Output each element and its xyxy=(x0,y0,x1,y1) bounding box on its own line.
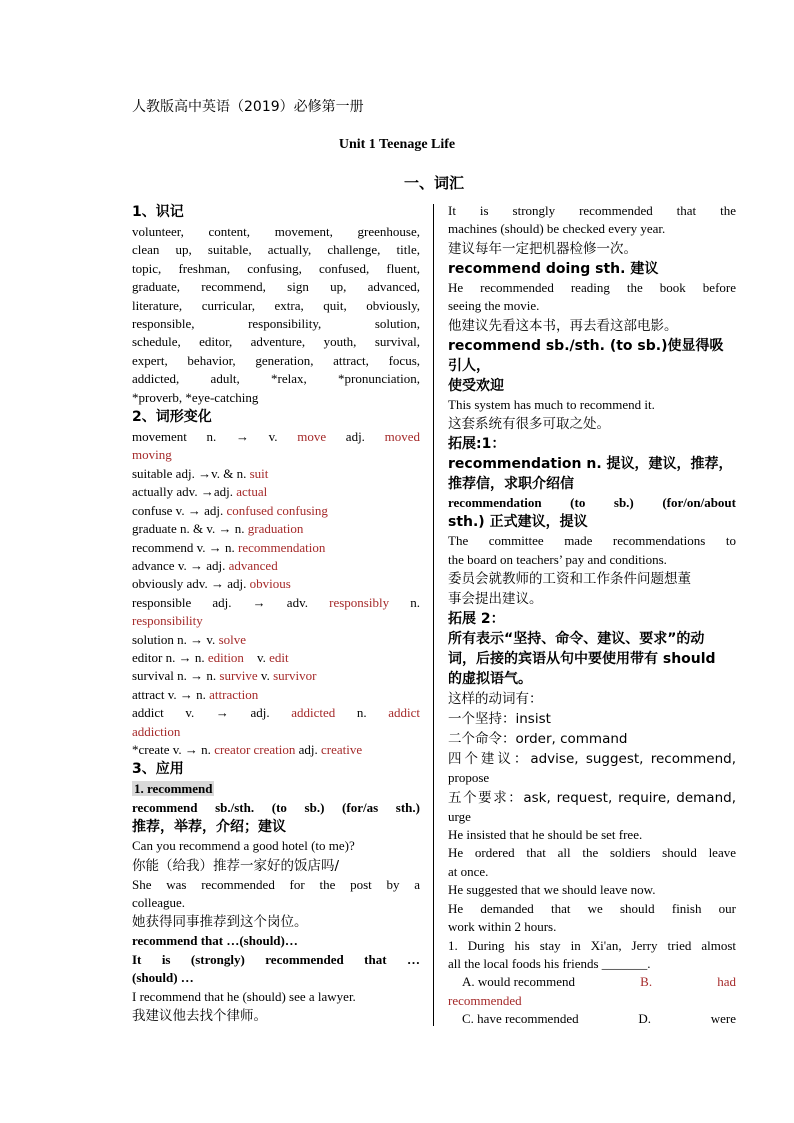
example: The committee made recommendations to xyxy=(448,533,736,549)
word-form-row: actually adv. →adj. actual xyxy=(132,484,268,500)
word-form-row: *create v. → n. creator creation adj. creative xyxy=(132,741,363,757)
example: He recommended reading the book before xyxy=(448,279,736,295)
word-form-row: attract v. → n. attraction xyxy=(132,686,259,702)
pattern: 使受欢迎 xyxy=(448,377,504,394)
question-options xyxy=(448,1010,736,1028)
section-title: 一、词汇 xyxy=(403,174,464,192)
vocab-line: responsible, responsibility, solution, xyxy=(132,316,420,332)
option-d-label: D. xyxy=(638,1011,651,1027)
word-form-row: addiction xyxy=(132,723,181,739)
verb-group: 五个要求：ask, request, require, demand, xyxy=(448,789,736,806)
extension-line: 词，后接的宾语从句中要使用带有 should xyxy=(448,651,716,668)
vocab-list xyxy=(132,223,420,407)
extension-line: sth.) 正式建议，提议 xyxy=(448,514,588,531)
vocab-line: *proverb, *eye-catching xyxy=(132,389,259,405)
option-a: A. would recommend xyxy=(462,974,576,990)
example-translation: 建议每年一定把机器检修一次。 xyxy=(448,240,637,257)
pattern-meaning: 推荐，举荐，介绍；建议 xyxy=(132,819,286,836)
word-form-row: addict v. → adj. addicted n. addict xyxy=(132,705,420,721)
example-translation: 她获得同事推荐到这个岗位。 xyxy=(132,914,308,931)
example: I recommend that he (should) see a lawyer. xyxy=(132,988,356,1004)
book-title: 人教版高中英语（2019）必修第一册 xyxy=(132,99,364,115)
word-form-row: advance v. → adj. advanced xyxy=(132,557,278,573)
pattern: It is (strongly) recommended that … xyxy=(132,951,420,967)
right-column xyxy=(448,202,736,1029)
vocab-line: topic, freshman, confusing, confused, fluent, xyxy=(132,260,420,276)
pattern: (should) … xyxy=(132,970,194,986)
pattern: recommend that …(should)… xyxy=(132,933,298,949)
example-translation: 你能（给我）推荐一家好的饭店吗/ xyxy=(132,857,340,874)
word-form-row: obviously adv. → adj. obvious xyxy=(132,576,291,592)
option-d-text: were xyxy=(710,1011,736,1027)
option-b-text: had xyxy=(717,974,736,990)
example-translation: 我建议他去找个律师。 xyxy=(132,1008,267,1025)
pattern: recommend sb./sth. (to sb.) (for/as sth.) xyxy=(132,799,420,815)
question: 1. During his stay in Xi'an, Jerry tried almost xyxy=(448,937,736,953)
vocab-line: clean up, suitable, actually, challenge, title, xyxy=(132,242,420,258)
word-form-row: solution n. → v. solve xyxy=(132,631,247,647)
vocab-line: graduate, recommend, sign up, advanced, xyxy=(132,279,420,295)
verb-group: 二个命令：order, command xyxy=(448,731,628,748)
word-form-row: recommend v. → n. recommendation xyxy=(132,539,326,555)
example: work within 2 hours. xyxy=(448,919,557,935)
heading-usage: 3、应用 xyxy=(132,761,184,778)
word-form-row: moving xyxy=(132,447,172,463)
question-options xyxy=(448,973,736,991)
example: seeing the movie. xyxy=(448,298,540,314)
left-column xyxy=(132,202,420,1026)
heading-word-forms: 2、词形变化 xyxy=(132,409,212,426)
vocab-line: schedule, editor, adventure, youth, survival, xyxy=(132,334,420,350)
verb-group: urge xyxy=(448,808,471,824)
word-form-row: suitable adj. →v. & n. suit xyxy=(132,465,269,481)
example: at once. xyxy=(448,863,489,879)
verb-group: 四个建议：advise, suggest, recommend, xyxy=(448,751,736,768)
example-translation: 事会提出建议。 xyxy=(448,591,543,608)
example: It is strongly recommended that the xyxy=(448,203,736,218)
example: She was recommended for the post by a xyxy=(132,876,420,892)
extension-line: 推荐信，求职介绍信 xyxy=(448,476,574,493)
example-translation: 委员会就教师的工资和工作条件问题想董 xyxy=(448,571,691,588)
example: Can you recommend a good hotel (to me)? xyxy=(132,838,355,854)
example: machines (should) be checked every year. xyxy=(448,221,666,237)
extension-heading: 拓展 2： xyxy=(448,611,505,628)
column-divider xyxy=(433,204,434,1026)
example: He ordered that all the soldiers should leave xyxy=(448,845,736,861)
pattern: recommend sb./sth. (to sb.)使显得吸引人， xyxy=(448,337,724,374)
option-c: C. have recommended xyxy=(462,1011,579,1027)
word-form-row: survival n. → n. survive v. survivor xyxy=(132,668,317,684)
vocab-line: addicted, adult, *relax, *pronunciation, xyxy=(132,371,420,387)
verb-group: 一个坚持：insist xyxy=(448,711,551,728)
pattern: recommend doing sth. 建议 xyxy=(448,260,659,277)
word-form-row: editor n. → n. edition v. edit xyxy=(132,649,289,665)
option-b-label: B. xyxy=(640,974,653,990)
extension-line: recommendation n. 提议，建议，推荐， xyxy=(448,456,733,473)
word-form-row: confuse v. → adj. confused confusing xyxy=(132,502,328,518)
verbs-intro: 这样的动词有： xyxy=(448,691,543,708)
word-form-row: graduate n. & v. → n. graduation xyxy=(132,521,304,537)
example-translation: 这套系统有很多可取之处。 xyxy=(448,416,610,433)
example: He demanded that we should finish our xyxy=(448,900,736,916)
example-translation: 他建议先看这本书，再去看这部电影。 xyxy=(448,317,678,334)
word-form-row: responsible adj. → adv. responsibly n. xyxy=(132,594,420,610)
vocab-line: literature, curricular, extra, quit, obviously, xyxy=(132,297,420,313)
example: colleague. xyxy=(132,895,186,910)
word-forms-list xyxy=(132,428,420,759)
unit-title: Unit 1 Teenage Life xyxy=(338,137,456,152)
extension-line: 所有表示“坚持、命令、建议、要求”的动 xyxy=(448,631,705,648)
option-b-text: recommended xyxy=(448,992,522,1008)
question: all the local foods his friends _______. xyxy=(448,955,651,971)
extension-heading: 拓展:1： xyxy=(448,436,506,453)
verb-group: propose xyxy=(448,770,490,786)
example: This system has much to recommend it. xyxy=(448,396,655,412)
extension-line: recommendation (to sb.) (for/on/about xyxy=(448,495,736,511)
vocab-line: expert, behavior, generation, attract, focus, xyxy=(132,352,420,368)
word-form-row: movement n. → v. move adj. moved xyxy=(132,429,420,445)
example: He insisted that he should be set free. xyxy=(448,827,643,843)
heading-memorize: 1、识记 xyxy=(132,204,184,220)
vocab-line: volunteer, content, movement, greenhouse, xyxy=(132,224,420,239)
usage-tag: 1. recommend xyxy=(134,781,213,797)
example: the board on teachers’ pay and conditions. xyxy=(448,551,667,567)
word-form-row: responsibility xyxy=(132,613,203,629)
example: He suggested that we should leave now. xyxy=(448,882,656,898)
extension-line: 的虚拟语气。 xyxy=(448,671,532,688)
